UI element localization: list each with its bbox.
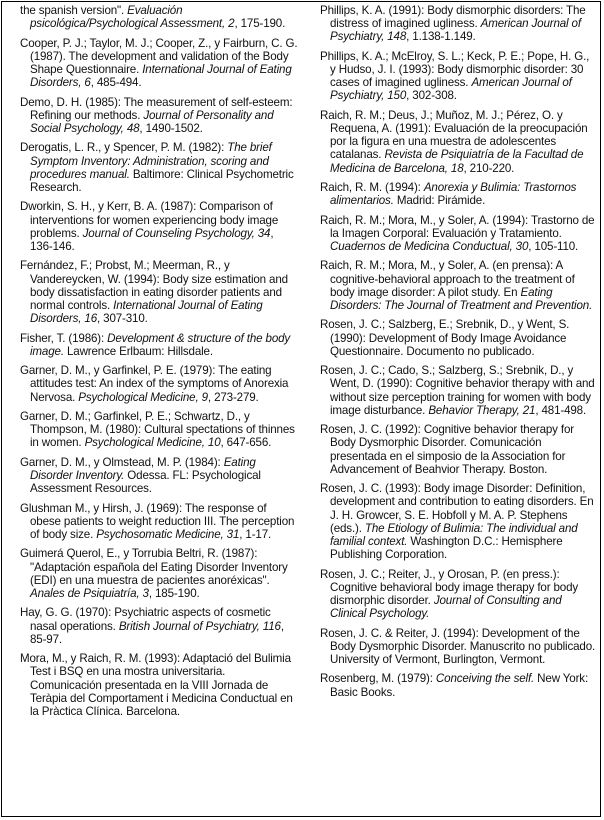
reference-entry [320,672,596,698]
reference-pages: , 273-279. [207,390,259,404]
reference-text: Raich, R. M.; Mora, M., y Soler, A. (en prensa): A cognitive-behavioral approach to the treatment of body image disorder: A pilot study. En [320,259,575,299]
reference-entry [320,109,596,175]
reference-entry [20,547,298,600]
right-column [320,4,596,705]
reference-source: Anorexia y Bulimia: Trastornos alimentarios. [330,181,577,208]
reference-entry [20,259,298,325]
reference-entry [20,141,298,194]
reference-entry [20,4,298,30]
reference-text: Raich, R. M. (1994): [320,181,424,194]
reference-entry [320,568,596,621]
reference-pages: , 136-146. [30,226,274,253]
reference-source: Psychosomatic Medicine, 31 [96,527,240,541]
reference-source: Journal of Consulting and Clinical Psychology. [330,594,562,621]
reference-source: Development & structure of the body image. [30,331,291,358]
reference-text: Fisher, T. (1986): [20,331,108,345]
reference-text: Garner, D. M., y Garfinkel, P. E. (1979): The eating attitudes test: An index of the symptoms of Anorexia Nervosa. [20,364,289,404]
reference-pages: , 185-190. [148,586,200,600]
reference-text: Phillips, K. A.; McElroy, S. L.; Keck, P. E.; Pope, H. G., y Hudso, J. I. (1993): Body dismorphic disorder: 30 cases of imagined ugliness. [320,49,590,90]
reference-source: Evaluación psicológica/Psychological Assessment, 2 [30,4,235,31]
reference-text: Raich, R. M.; Deus, J.; Muñoz, M. J.; Pérez, O. y Requena, A. (1991): Evaluación de la preocupación por la figura en una muestra de adolescentes catalanas. [320,108,588,162]
reference-entry [320,627,596,667]
reference-text: Garner, D. M., y Olmstead, M. P. (1984): [20,455,224,469]
reference-entry [320,364,596,417]
reference-text: Cooper, P. J.; Taylor, M. J.; Cooper, Z., y Fairburn, C. G. (1987). The development and validation of the Body Shape Questionnaire. [20,36,298,76]
reference-text: Rosen, J. C.; Salzberg, E.; Srebnik, D., y Went, S. (1990): Development of Body Image Avoidance Questionnaire. Documento no publicado. [320,318,570,358]
reference-pages: Baltimore: Clinical Psychometric Research. [30,167,294,194]
reference-source: Behavior Therapy, 21 [428,403,536,417]
left-column [20,4,298,724]
reference-text: the spanish version". [20,4,128,17]
reference-entry [20,332,298,358]
reference-pages: New York: Basic Books. [330,672,589,699]
reference-source: Anales de Psiquiatría, 3 [30,586,149,600]
reference-text: Fernández, F.; Probst, M.; Meerman, R., y Vandereycken, W. (1994): Body size estimation and body dissatisfaction in eating disorder patients and normal controls. [20,259,288,312]
reference-entry [320,214,596,254]
reference-source: The brief Symptom Inventory: Administration, scoring and procedures manual. [30,141,272,181]
reference-text: Derogatis, L. R., y Spencer, P. M. (1982): [20,141,228,155]
reference-entry [20,410,298,450]
reference-source: Eating Disorder Inventory. [30,455,256,482]
reference-source: American Journal of Psychiatry, 148 [330,17,581,44]
reference-source: British Journal of Psychiatry, 116 [118,619,281,633]
reference-pages: Odessa. FL: Psychological Assessment Resources. [30,468,261,496]
reference-pages: , 647-656. [220,436,272,450]
reference-pages: , 175-190. [234,17,286,31]
reference-text: Rosen, J. C.; Cado, S.; Salzberg, S.; Srebnik, D., y Went, D. (1990): Cognitive behavior therapy with and without size perception training for women with body image disturbance. [320,364,595,417]
reference-source: Eating Disorders: The Journal of Treatment and Prevention. [330,285,593,312]
reference-text: Phillips, K. A. (1991): Body dismorphic disorders: The distress of imagined ugliness. [320,4,586,31]
reference-text: Demo, D. H. (1985): The measurement of self-esteem: Refining our methods. [20,95,293,122]
reference-text: Rosen, J. C.; Reiter, J., y Orosan, P. (en press.): Cognitive behavioral body image therapy for body dismorphic disorder. [320,567,579,607]
reference-entry [320,4,596,44]
reference-source: Journal of Counseling Psychology, 34 [82,226,271,240]
reference-source: International Journal of Eating Disorders, 16 [30,299,263,326]
reference-pages: , 105-110. [528,240,579,253]
reference-pages: , 85-97. [30,619,284,646]
reference-pages: Madrid: Pirámide. [393,194,486,208]
reference-entry [320,181,596,207]
reference-source: Conceiving the self. [435,672,535,686]
reference-text: Guimerá Querol, E., y Torrubia Beltri, R. (1987): "Adaptación española del Eating Disorder Inventory (EDI) en una muestra de pacientes anoréxicas". [20,547,288,587]
reference-source: Psychological Medicine, 10 [84,436,221,450]
reference-source: Psychological Medicine, 9 [78,390,208,404]
reference-entry [20,456,298,496]
reference-entry [20,96,298,136]
reference-entry [320,318,596,358]
reference-text: Garner, D. M.; Garfinkel, P. E.; Schwartz, D., y Thompson, M. (1980): Cultural spectations of thinnes in women. [20,409,295,450]
reference-pages: , 485-494. [90,76,142,90]
reference-entry [320,482,596,561]
reference-entry [20,502,298,542]
reference-text: Hay, G. G. (1970): Psychiatric aspects of cosmetic nasal operations. [20,606,271,633]
reference-source: Revista de Psiquiatría de la Facultad de Medicina de Barcelona, 18 [330,148,584,175]
reference-page [1,1,601,817]
reference-text: Dworkin, S. H., y Kerr, B. A. (1987): Comparison of interventions for women experiencing body image problems. [20,200,279,240]
reference-entry [20,37,298,90]
reference-pages: , 302-308. [406,89,457,103]
reference-source: Journal of Personality and Social Psychology, 48 [30,108,274,135]
reference-pages: , 1.138-1.149. [406,30,476,44]
reference-text: Raich, R. M.; Mora, M., y Soler, A. (1994): Trastorno de la Imagen Corporal: Evaluación y Tratamiento. [320,213,595,240]
reference-source: The Etiology of Bulimia: The individual and familial context. [330,521,578,548]
reference-pages: Washington D.C.: Hemisphere Publishing Corporation. [330,535,563,562]
reference-text: Rosen, J. C. & Reiter, J. (1994): Development of the Body Dysmorphic Disorder. Manuscrito no publicado. University of Vermont, Burlington, Vermont. [320,626,596,666]
reference-pages: , 481-498. [535,403,587,417]
reference-entry [20,606,298,646]
reference-source: International Journal of Eating Disorders, 6 [30,63,292,90]
reference-entry [320,259,596,312]
reference-entry [20,652,298,718]
reference-pages: , 1-17. [239,527,272,541]
reference-text: Rosenberg, M. (1979): [320,672,436,686]
reference-entry [20,364,298,404]
reference-pages: , 210-220. [463,161,515,175]
reference-text: Mora, M., y Raich, R. M. (1993): Adaptació del Bulimia Test i BSQ en una mostra universitaria. Comunicación presentada en la VIII Jornada de Teràpia del Comportament i Medicina Conductual en la Pràctica Clínica. Barcelona. [20,652,293,718]
reference-source: American Journal of Psychiatry, 150 [330,76,572,103]
reference-text: Rosen, J. C. (1992): Cognitive behavior therapy for Body Dysmorphic Disorder. Comunicación presentada en el simposio de la Association for Advancement of Beahvior Therapy. Boston. [320,423,574,476]
reference-pages: , 1490-1502. [139,122,203,135]
reference-text: Glushman M., y Hirsh, J. (1969): The response of obese patients to weight reduction III. The perception of body size. [20,501,295,541]
reference-text: Rosen, J. C. (1993): Body image Disorder: Definition, development and contribution to eating disorders. En J. H. Growcer, S. E. Hobfoll y M. A. P. Stephens (eds.). [320,482,594,535]
reference-pages: Lawrence Erlbaum: Hillsdale. [63,344,213,358]
reference-entry [320,50,596,103]
reference-pages: , 307-310. [97,312,148,326]
reference-source: Cuadernos de Medicina Conductual, 30 [330,240,529,253]
reference-entry [320,423,596,476]
reference-entry [20,200,298,253]
